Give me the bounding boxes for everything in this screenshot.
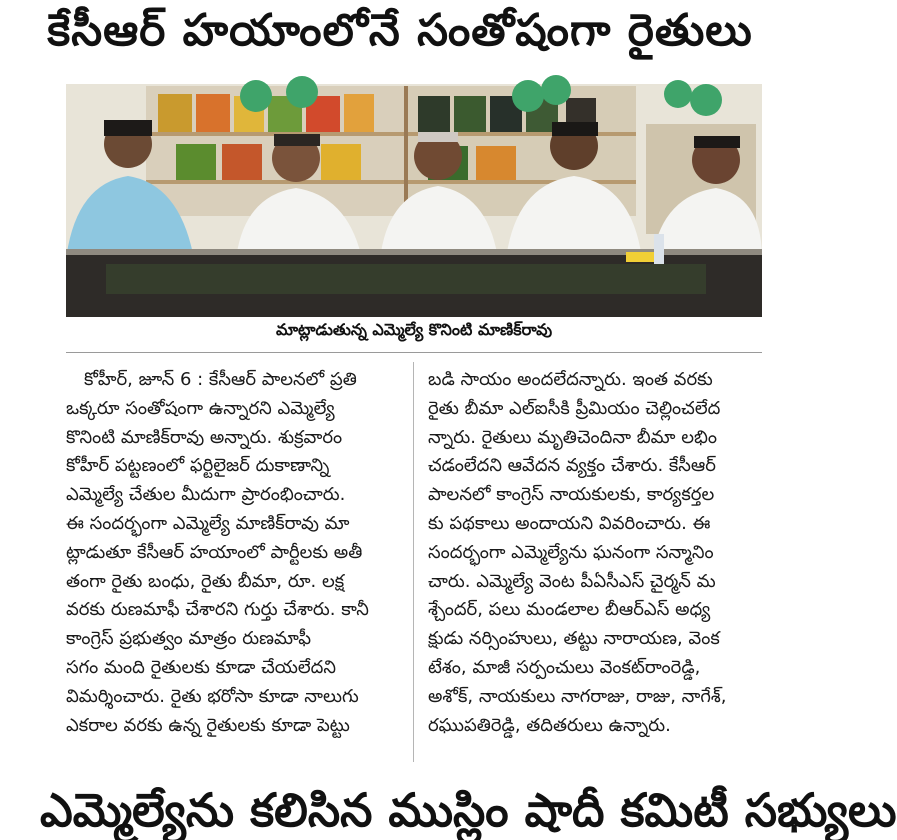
article-body-right-column: [428, 366, 762, 740]
body-line: సగం మంది రైతులకు కూడా చేయలేదని: [66, 656, 337, 678]
body-line: రైతు బీమా ఎల్ఐసీకి ప్రీమియం చెల్లించలేద: [428, 397, 721, 419]
body-line: చారు. ఎమ్మెల్యే వెంట పీఏసీఎస్ చైర్మన్ మ: [428, 570, 716, 592]
body-line: ఒక్కరూ సంతోషంగా ఉన్నారని ఎమ్మెల్యే: [66, 397, 335, 419]
body-line: ఎకరాల వరకు ఉన్న రైతులకు కూడా పెట్టు: [66, 714, 350, 736]
body-line: విమర్శించారు. రైతు భరోసా కూడా నాలుగు: [66, 685, 359, 707]
body-line: క్షుడు నర్సింహులు, తట్టు నారాయణ, వెంక: [428, 628, 720, 650]
body-line: చడంలేదని ఆవేదన వ్యక్తం చేశారు. కేసీఆర్: [428, 455, 716, 477]
body-line: కు పథకాలు అందాయని వివరించారు. ఈ: [428, 512, 711, 534]
body-line: కొనింటి మాణిక్‌రావు అన్నారు. శుక్రవారం: [66, 426, 343, 448]
body-line: కాంగ్రెస్ ప్రభుత్వం మాత్రం రుణమాఫీ: [66, 628, 312, 650]
body-line: కోహీర్ పట్టణంలో ఫర్టిలైజర్ దుకాణాన్ని: [66, 455, 330, 477]
body-line: తంగా రైతు బంధు, రైతు బీమా, రూ. లక్ష: [66, 570, 345, 592]
body-line: పాలనలో కాంగ్రెస్ నాయకులకు, కార్యకర్తల: [428, 484, 715, 506]
body-line: ఎమ్మెల్యే చేతుల మీదుగా ప్రారంభించారు.: [66, 484, 346, 506]
body-line: ఈ సందర్భంగా ఎమ్మెల్యే మాణిక్‌రావు మా: [66, 512, 350, 534]
photo-caption: మాట్లాడుతున్న ఎమ్మెల్యే కొనింటి మాణిక్‌రావు: [275, 319, 553, 339]
body-line: కోహీర్, జూన్ 6 : కేసీఆర్ పాలనలో ప్రతి: [84, 369, 357, 390]
article-headline: కేసీఆర్ హయాంలోనే సంతోషంగా రైతులు: [47, 5, 753, 56]
body-line: శ్చేందర్, పలు మండలాల బీఆర్ఎస్ అధ్య: [428, 599, 711, 621]
body-line: న్నారు. రైతులు మృతిచెందినా బీమా లభిం: [428, 426, 717, 448]
next-article-headline: ఎమ్మెల్యేను కలిసిన ముస్లిం షాదీ కమిటీ సభ్యులు: [40, 783, 897, 837]
body-line: వరకు రుణమాఫీ చేశారని గుర్తు చేశారు. కానీ: [66, 599, 369, 621]
body-line: ట్లాడుతూ కేసీఆర్ హయాంలో పార్టీలకు అతీ: [66, 541, 363, 563]
body-line: అశోక్, నాయకులు నాగరాజు, రాజు, నాగేశ్,: [428, 685, 727, 707]
body-line: సందర్భంగా ఎమ్మెల్యేను ఘనంగా సన్మానిం: [428, 541, 714, 563]
body-line: టేశం, మాజీ సర్పంచులు వెంకట్‌రాంరెడ్డి,: [428, 656, 701, 678]
column-divider: [413, 362, 414, 762]
article-body-left-column: [66, 366, 400, 740]
article-photo: [66, 84, 762, 317]
body-line: రఘుపతిరెడ్డి, తదితరులు ఉన్నారు.: [428, 714, 671, 736]
caption-divider: [66, 352, 762, 353]
body-line: బడి సాయం అందలేదన్నారు. ఇంత వరకు: [428, 369, 713, 390]
